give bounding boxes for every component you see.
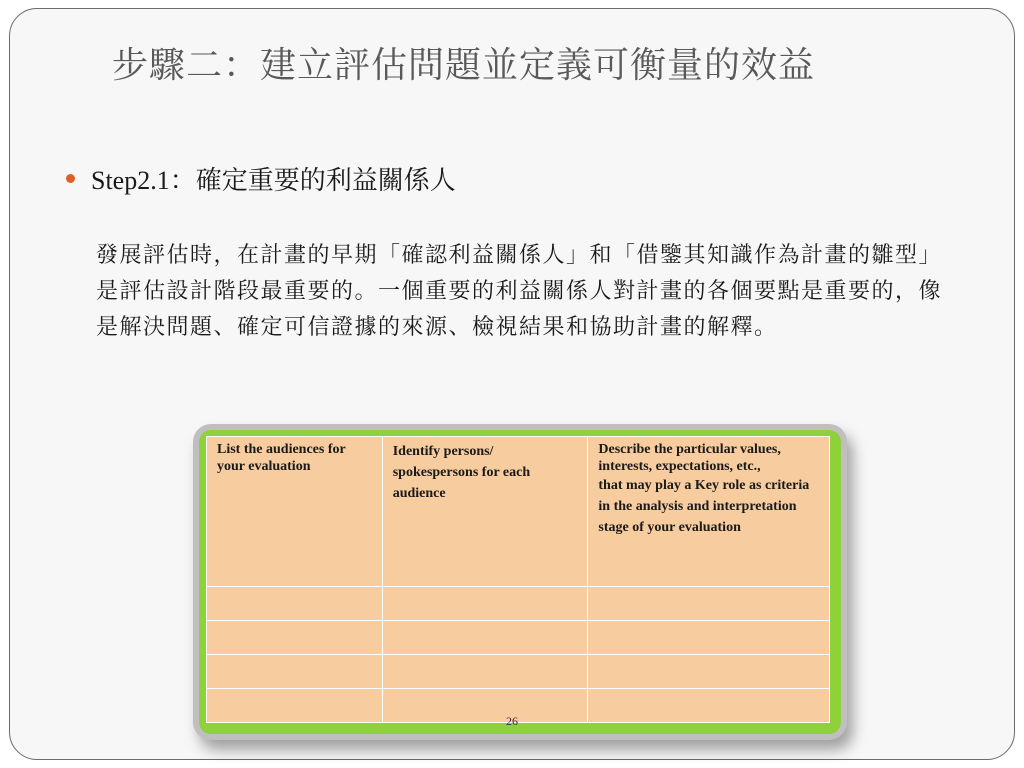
- table-cell[interactable]: [207, 655, 383, 689]
- slide-title: 步驟二：建立評估問題並定義可衡量的效益: [112, 45, 816, 86]
- header-cell-persons: Identify persons/ spokespersons for each audience: [382, 437, 588, 587]
- page-number: 26: [506, 714, 518, 728]
- table-cell[interactable]: [382, 655, 588, 689]
- table-cell[interactable]: [588, 587, 830, 621]
- header-describe-rest: that may play a Key role as criteria in the analysis and interpretation stage of your evaluation: [598, 478, 810, 535]
- header-cell-audiences: List the audiences for your evaluation: [207, 437, 383, 587]
- table-header-row: [207, 437, 830, 587]
- header-describe-lead: Describe the particular values, interests, expectations, etc.,: [598, 442, 781, 474]
- table-row: [207, 587, 830, 621]
- bullet-item: [66, 160, 456, 197]
- table-cell[interactable]: [382, 587, 588, 621]
- table-row: [207, 655, 830, 689]
- header-cell-describe: [588, 437, 830, 587]
- bullet-text: Step2.1：確定重要的利益關係人: [91, 166, 456, 195]
- table-cell[interactable]: [207, 587, 383, 621]
- table-cell[interactable]: [207, 621, 383, 655]
- bullet-dot-icon: [66, 174, 75, 183]
- table-cell[interactable]: [382, 621, 588, 655]
- table-cell[interactable]: [588, 621, 830, 655]
- table-row: [207, 621, 830, 655]
- table-cell[interactable]: [588, 655, 830, 689]
- body-paragraph: 發展評估時，在計畫的早期「確認利益關係人」和「借鑒其知識作為計畫的雛型」是評估設計階段最重要的。一個重要的利益關係人對計畫的各個要點是重要的，像是解決問題、確定可信證據的來源、檢視結果和協助計畫的解釋。: [96, 243, 943, 340]
- audience-table: [206, 436, 830, 723]
